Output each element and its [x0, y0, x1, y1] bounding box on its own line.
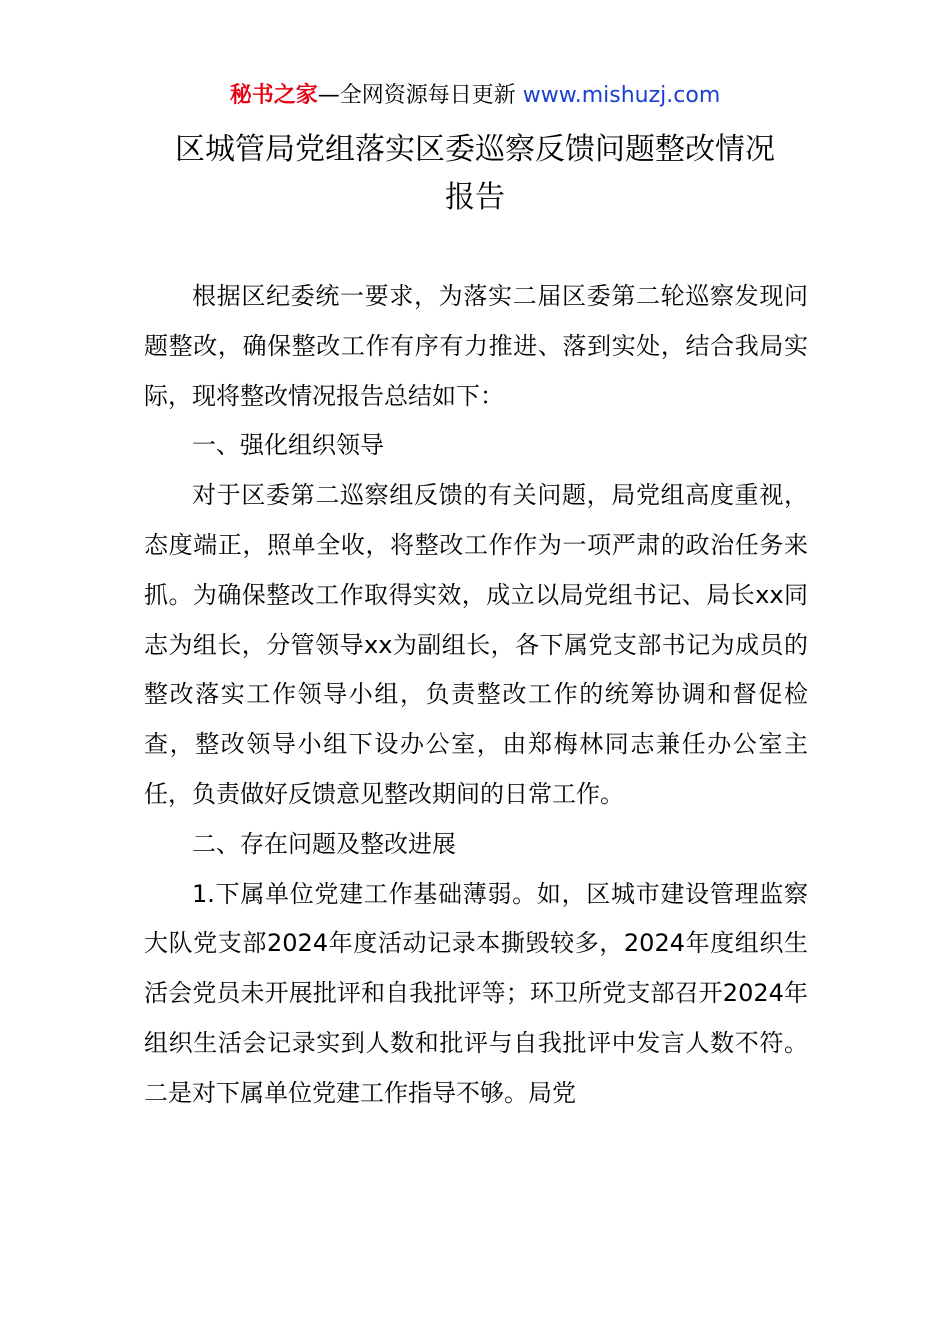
- document-title-line-1: 区城管局党组落实区委巡察反馈问题整改情况: [175, 132, 775, 167]
- site-banner: [0, 80, 950, 112]
- section-heading-1: 一、强化组织领导: [192, 431, 384, 460]
- site-slogan: —全网资源每日更新: [317, 83, 523, 108]
- document-title: [120, 126, 830, 222]
- section-1-paragraph: 对于区委第二巡察组反馈的有关问题，局党组高度重视，态度端正，照单全收，将整改工作作为一项严肃的政治任务来抓。为确保整改工作取得实效，成立以局党组书记、局长xx同志为组长，分管领导xx为副组长，各下属党支部书记为成员的整改落实工作领导小组，负责整改工作的统筹协调和督促检查，整改领导小组下设办公室，由郑梅林同志兼任办公室主任，负责做好反馈意见整改期间的日常工作。: [144, 481, 808, 808]
- document-title-line-2: 报告: [445, 180, 505, 215]
- document-body: [144, 272, 808, 1119]
- section-heading-2: 二、存在问题及整改进展: [192, 829, 456, 858]
- section-2-item-1-paragraph: 1.下属单位党建工作基础薄弱。如，区城市建设管理监察大队党支部2024年度活动记录本撕毁较多，2024年度组织生活会党员未开展批评和自我批评等；环卫所党支部召开2024年组织生活会记录实到人数和批评与自我批评中发言人数不符。二是对下属单位党建工作指导不够。局党: [144, 879, 808, 1107]
- site-url-link[interactable]: www.mishuzj.com: [522, 83, 721, 108]
- intro-paragraph: 根据区纪委统一要求，为落实二届区委第二轮巡察发现问题整改，确保整改工作有序有力推进、落到实处，结合我局实际，现将整改情况报告总结如下：: [144, 282, 808, 410]
- site-brand: 秘书之家: [229, 83, 318, 108]
